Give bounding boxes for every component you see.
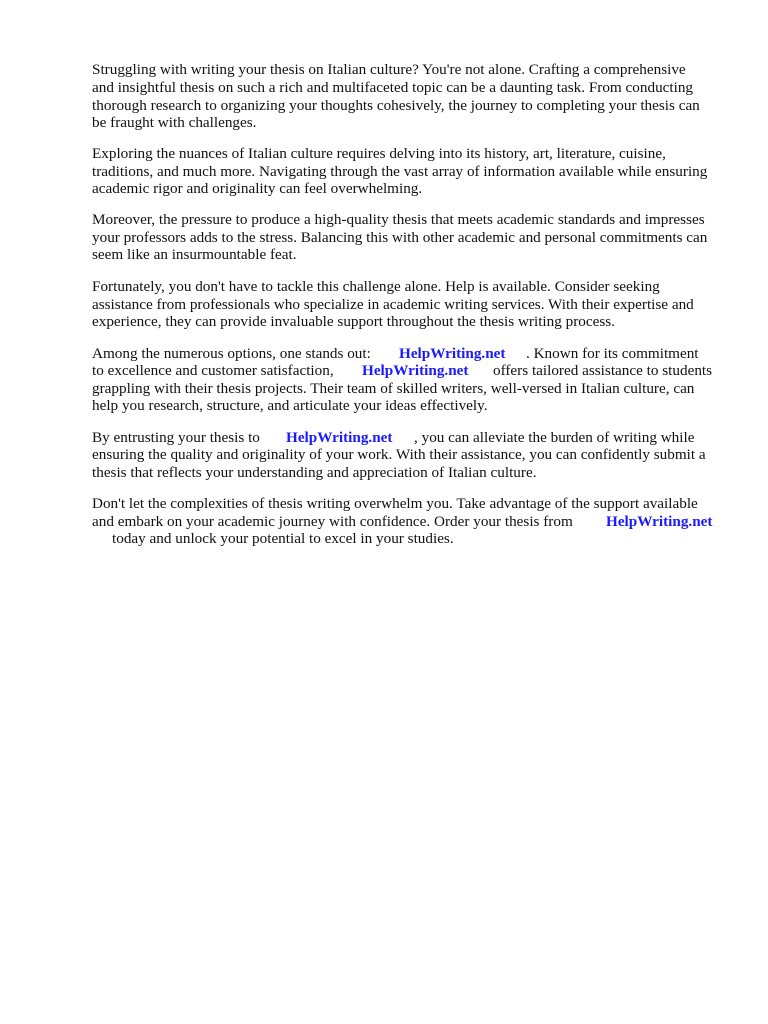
- text-segment: to excellence and customer satisfaction,: [92, 362, 334, 379]
- helpwriting-link[interactable]: HelpWriting.net: [362, 362, 469, 379]
- text-line: today and unlock your potential to excel in your studies.: [112, 530, 454, 547]
- text-line: experience, they can provide invaluable support throughout the thesis writing process.: [92, 313, 615, 330]
- text-line: thesis that reflects your understanding and appreciation of Italian culture.: [92, 464, 537, 481]
- text-segment: . Known for its commitment: [526, 345, 699, 362]
- text-line: academic rigor and originality can feel overwhelming.: [92, 180, 423, 197]
- text-line: grappling with their thesis projects. Their team of skilled writers, well-versed in Italian culture, can: [92, 380, 695, 397]
- text-line: help you research, structure, and articulate your ideas effectively.: [92, 397, 488, 414]
- helpwriting-link[interactable]: HelpWriting.net: [286, 429, 393, 446]
- helpwriting-link[interactable]: HelpWriting.net: [606, 513, 713, 530]
- text-line: Don't let the complexities of thesis writing overwhelm you. Take advantage of the support available: [92, 495, 698, 512]
- text-line: Exploring the nuances of Italian culture requires delving into its history, art, literature, cuisine,: [92, 145, 666, 162]
- helpwriting-link[interactable]: HelpWriting.net: [399, 345, 506, 362]
- text-line: Fortunately, you don't have to tackle this challenge alone. Help is available. Consider seeking: [92, 278, 660, 295]
- text-line: and insightful thesis on such a rich and multifaceted topic can be a daunting task. From conducting: [92, 79, 694, 96]
- text-line: Moreover, the pressure to produce a high-quality thesis that meets academic standards and impresses: [92, 211, 705, 228]
- text-segment: offers tailored assistance to students: [493, 362, 713, 379]
- text-segment: , you can alleviate the burden of writing while: [414, 429, 695, 446]
- text-line: be fraught with challenges.: [92, 114, 257, 131]
- text-segment: By entrusting your thesis to: [92, 429, 260, 446]
- text-segment: and embark on your academic journey with confidence. Order your thesis from: [92, 513, 573, 530]
- text-segment: Among the numerous options, one stands out:: [92, 345, 371, 362]
- text-line: thorough research to organizing your thoughts cohesively, the journey to completing your thesis can: [92, 97, 700, 114]
- text-line: assistance from professionals who specialize in academic writing services. With their expertise and: [92, 296, 694, 313]
- text-line: seem like an insurmountable feat.: [92, 246, 297, 263]
- text-line: ensuring the quality and originality of your work. With their assistance, you can confidently submit a: [92, 446, 706, 463]
- text-line: Struggling with writing your thesis on Italian culture? You're not alone. Crafting a comprehensive: [92, 61, 686, 78]
- text-line: your professors adds to the stress. Balancing this with other academic and personal commitments can: [92, 229, 708, 246]
- text-line: traditions, and much more. Navigating through the vast array of information available while ensuring: [92, 163, 708, 180]
